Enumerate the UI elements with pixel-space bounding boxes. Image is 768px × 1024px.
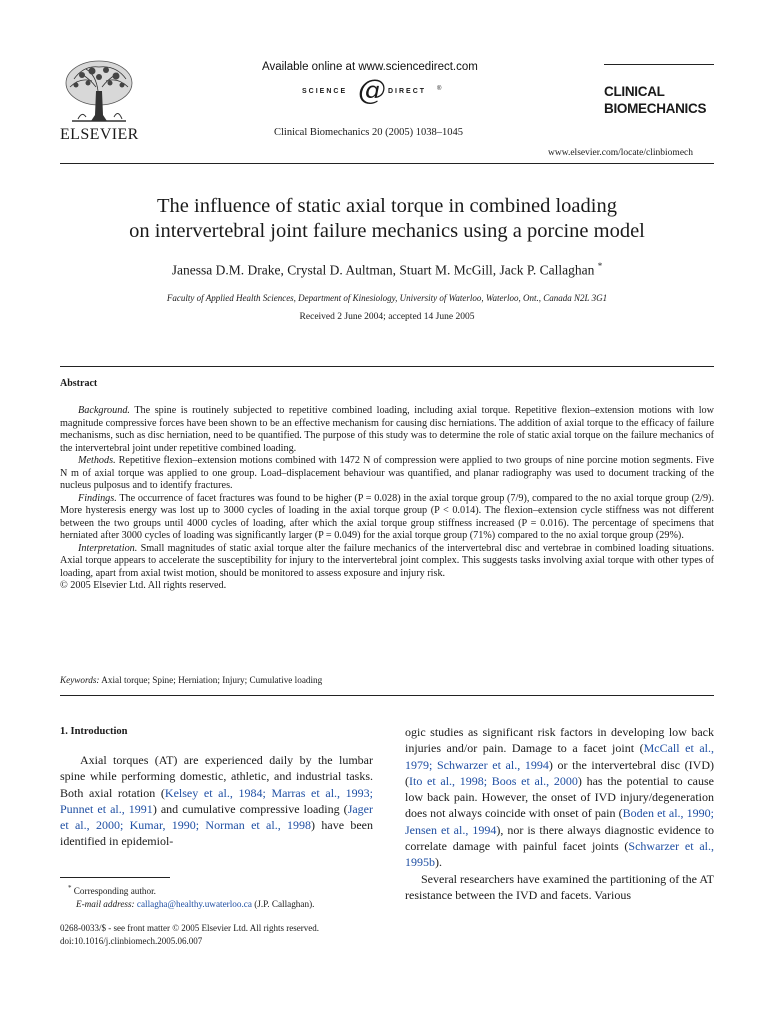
intro-p2-text-d: ), nor is there always diagnostic evidence to correlate damage with painful facet joints ( [405,822,714,854]
abstract-heading: Abstract [60,378,98,389]
footnote-email [60,898,373,911]
corresponding-mark[interactable]: * [597,261,603,271]
citation-link[interactable]: Ito et al., 1998; Boos et al., 2000 [409,773,578,788]
methods-text: Repetitive flexion–extension motions combined with 1472 N of compression were applied to two groups of nine porcine motion segments. Five N m of axial torque was applied to one group. Load–displacement behaviour was quantified, and planar radiography was used to document tracking of the nucleus pulposus and to identify fractures. [60,455,714,491]
journal-brand-line2: BIOMECHANICS [604,101,707,116]
findings-text: The occurrence of facet fractures was found to be higher (P = 0.028) in the axial torque group (7/9), compared to the no axial torque group (2/9). More hysteresis energy was lost up to 3000 cycles of loading in the axial torque group (P < 0.014). The flexion–extension cycle stiffness was not different between the two groups until 4000 cycles of loading, after which the axial torque group stiffness increased (P = 0.016). The percentage of specimens that herniated after 3000 cycles of loading was significantly larger (P = 0.049) for the axial torque group (71%) compared to the no axial torque group (29%). [60,492,714,541]
citation-link[interactable]: Jager et al., 2000; Kumar, 1990; Norman et al., 1998 [60,801,374,833]
intro-paragraph-3: Several researchers have examined the partitioning of the AT resistance between the IVD and facets. Various [405,871,714,902]
authors: Janessa D.M. Drake, Crystal D. Aultman, Stuart M. McGill, Jack P. Callaghan [171,262,595,278]
header-top-rule [604,64,714,65]
corresponding-author-label: Corresponding author. [73,886,156,897]
title-line-1: The influence of static axial torque in combined loading [157,195,617,217]
registered-icon: ® [437,86,442,92]
doi-line[interactable]: doi:10.1016/j.clinbiomech.2005.06.007 [60,936,203,946]
journal-citation: Clinical Biomechanics 20 (2005) 1038–1045 [274,127,463,138]
footnote [60,882,373,911]
citation-link[interactable]: Schwarzer et al., 1995b [405,839,714,870]
findings-label: Findings. [78,492,117,504]
intro-p1-text-c: ) have been identified in epidemiol- [60,818,373,849]
keywords [60,675,322,685]
citation-link[interactable]: McCall et al., 1979; Schwarzer et al., 1994 [405,741,714,772]
citation-link[interactable]: Kelsey et al., 1984; Marras et al., 1993; Punnet et al., 1991 [60,785,373,816]
intro-p2-text-e: ). [435,855,442,870]
direct-word: DIRECT [388,88,427,95]
email-link[interactable]: callagha@healthy.uwaterloo.ca [136,899,252,910]
copyright: © 2005 Elsevier Ltd. All rights reserved. [60,580,227,591]
sciencedirect-logo [302,73,472,106]
journal-brand [604,83,706,117]
footnote-rule [60,877,170,878]
background-label: Background. [78,405,130,416]
methods-label: Methods. [78,455,116,466]
keywords-label: Keywords: [60,675,100,685]
interpretation-text: Small magnitudes of static axial torque alter the failure mechanics of the intervertebral disc and vertebrae in combined loading situations. Axial torque appears to accelerate the susceptibility for injury to the intervertebral joint complex. This suggests tasks involving axial torque with other types of loading, apart from axial twist motion, should be monitored to assess exposure and injury risk. [60,542,714,579]
at-icon: @ [358,73,386,106]
science-word: SCIENCE [302,88,348,95]
issn-line: 0268-0033/$ - see front matter © 2005 Elsevier Ltd. All rights reserved. [60,923,320,933]
article-footer [60,922,400,948]
footnote-mark: * [68,884,72,892]
interpretation-label: Interpretation. [78,542,138,554]
intro-paragraph-1 [60,752,373,850]
abstract-body [60,405,714,593]
intro-p2-text-a: ogic studies as significant risk factors in developing low back injuries and/or pain. Damage to a facet joint ( [405,725,714,756]
received-dates: Received 2 June 2004; accepted 14 June 2005 [299,312,475,322]
intro-p1-text-a: Axial torques (AT) are experienced daily by the lumbar spine while performing domestic, athletic, and industrial tasks. Both axial rotation ( [60,753,373,800]
journal-brand-line1: CLINICAL [604,84,665,99]
intro-paragraph-2 [405,724,714,903]
affiliation: Faculty of Applied Health Sciences, Department of Kinesiology, University of Waterloo, Waterloo, Ont., Canada N2L 3G1 [166,293,608,303]
elsevier-wordmark: ELSEVIER [60,126,139,143]
author-list [60,261,714,279]
background-text: The spine is routinely subjected to repetitive combined loading, including axial torque. Repetitive flexion–extension motions with low magnitude compressive forces have been shown to be an effective mechanism for causing disc herniations. The addition of axial torque to the efficacy of failure mechanisms, such as disc herniation, need to be quantified. The purpose of this study was to determine the role of static axial torque on the failure mechanics of the intervertebral joint under repetitive combined loading. [60,405,714,454]
available-online: Available online at www.sciencedirect.com [262,61,478,73]
header-rule [60,163,714,164]
citation-link[interactable]: Boden et al., 1990; Jensen et al., 1994 [405,806,715,837]
article-title [60,194,714,244]
email-suffix: (J.P. Callaghan). [251,899,315,910]
intro-p2-text-b: ) or the intervertebral disc (IVD) ( [405,757,714,788]
abstract-top-rule [60,366,714,367]
elsevier-tree-logo [60,57,138,125]
intro-p1-text-b: ) and cumulative compressive loading ( [152,801,348,816]
journal-url[interactable]: www.elsevier.com/locate/clinbiomech [548,148,694,158]
keywords-text: Axial torque; Spine; Herniation; Injury; Cumulative loading [99,675,323,685]
title-line-2: on intervertebral joint failure mechanics using a porcine model [129,220,645,242]
section-heading-introduction: 1. Introduction [60,726,128,737]
footnote-corresponding [60,882,373,898]
intro-p2-text-c: ) has the potential to cause low back pain. However, the onset of IVD injury/degeneration does not always coincide with onset of pain ( [405,773,714,821]
abstract-bottom-rule [60,695,714,696]
email-label: E-mail address: [76,899,135,910]
